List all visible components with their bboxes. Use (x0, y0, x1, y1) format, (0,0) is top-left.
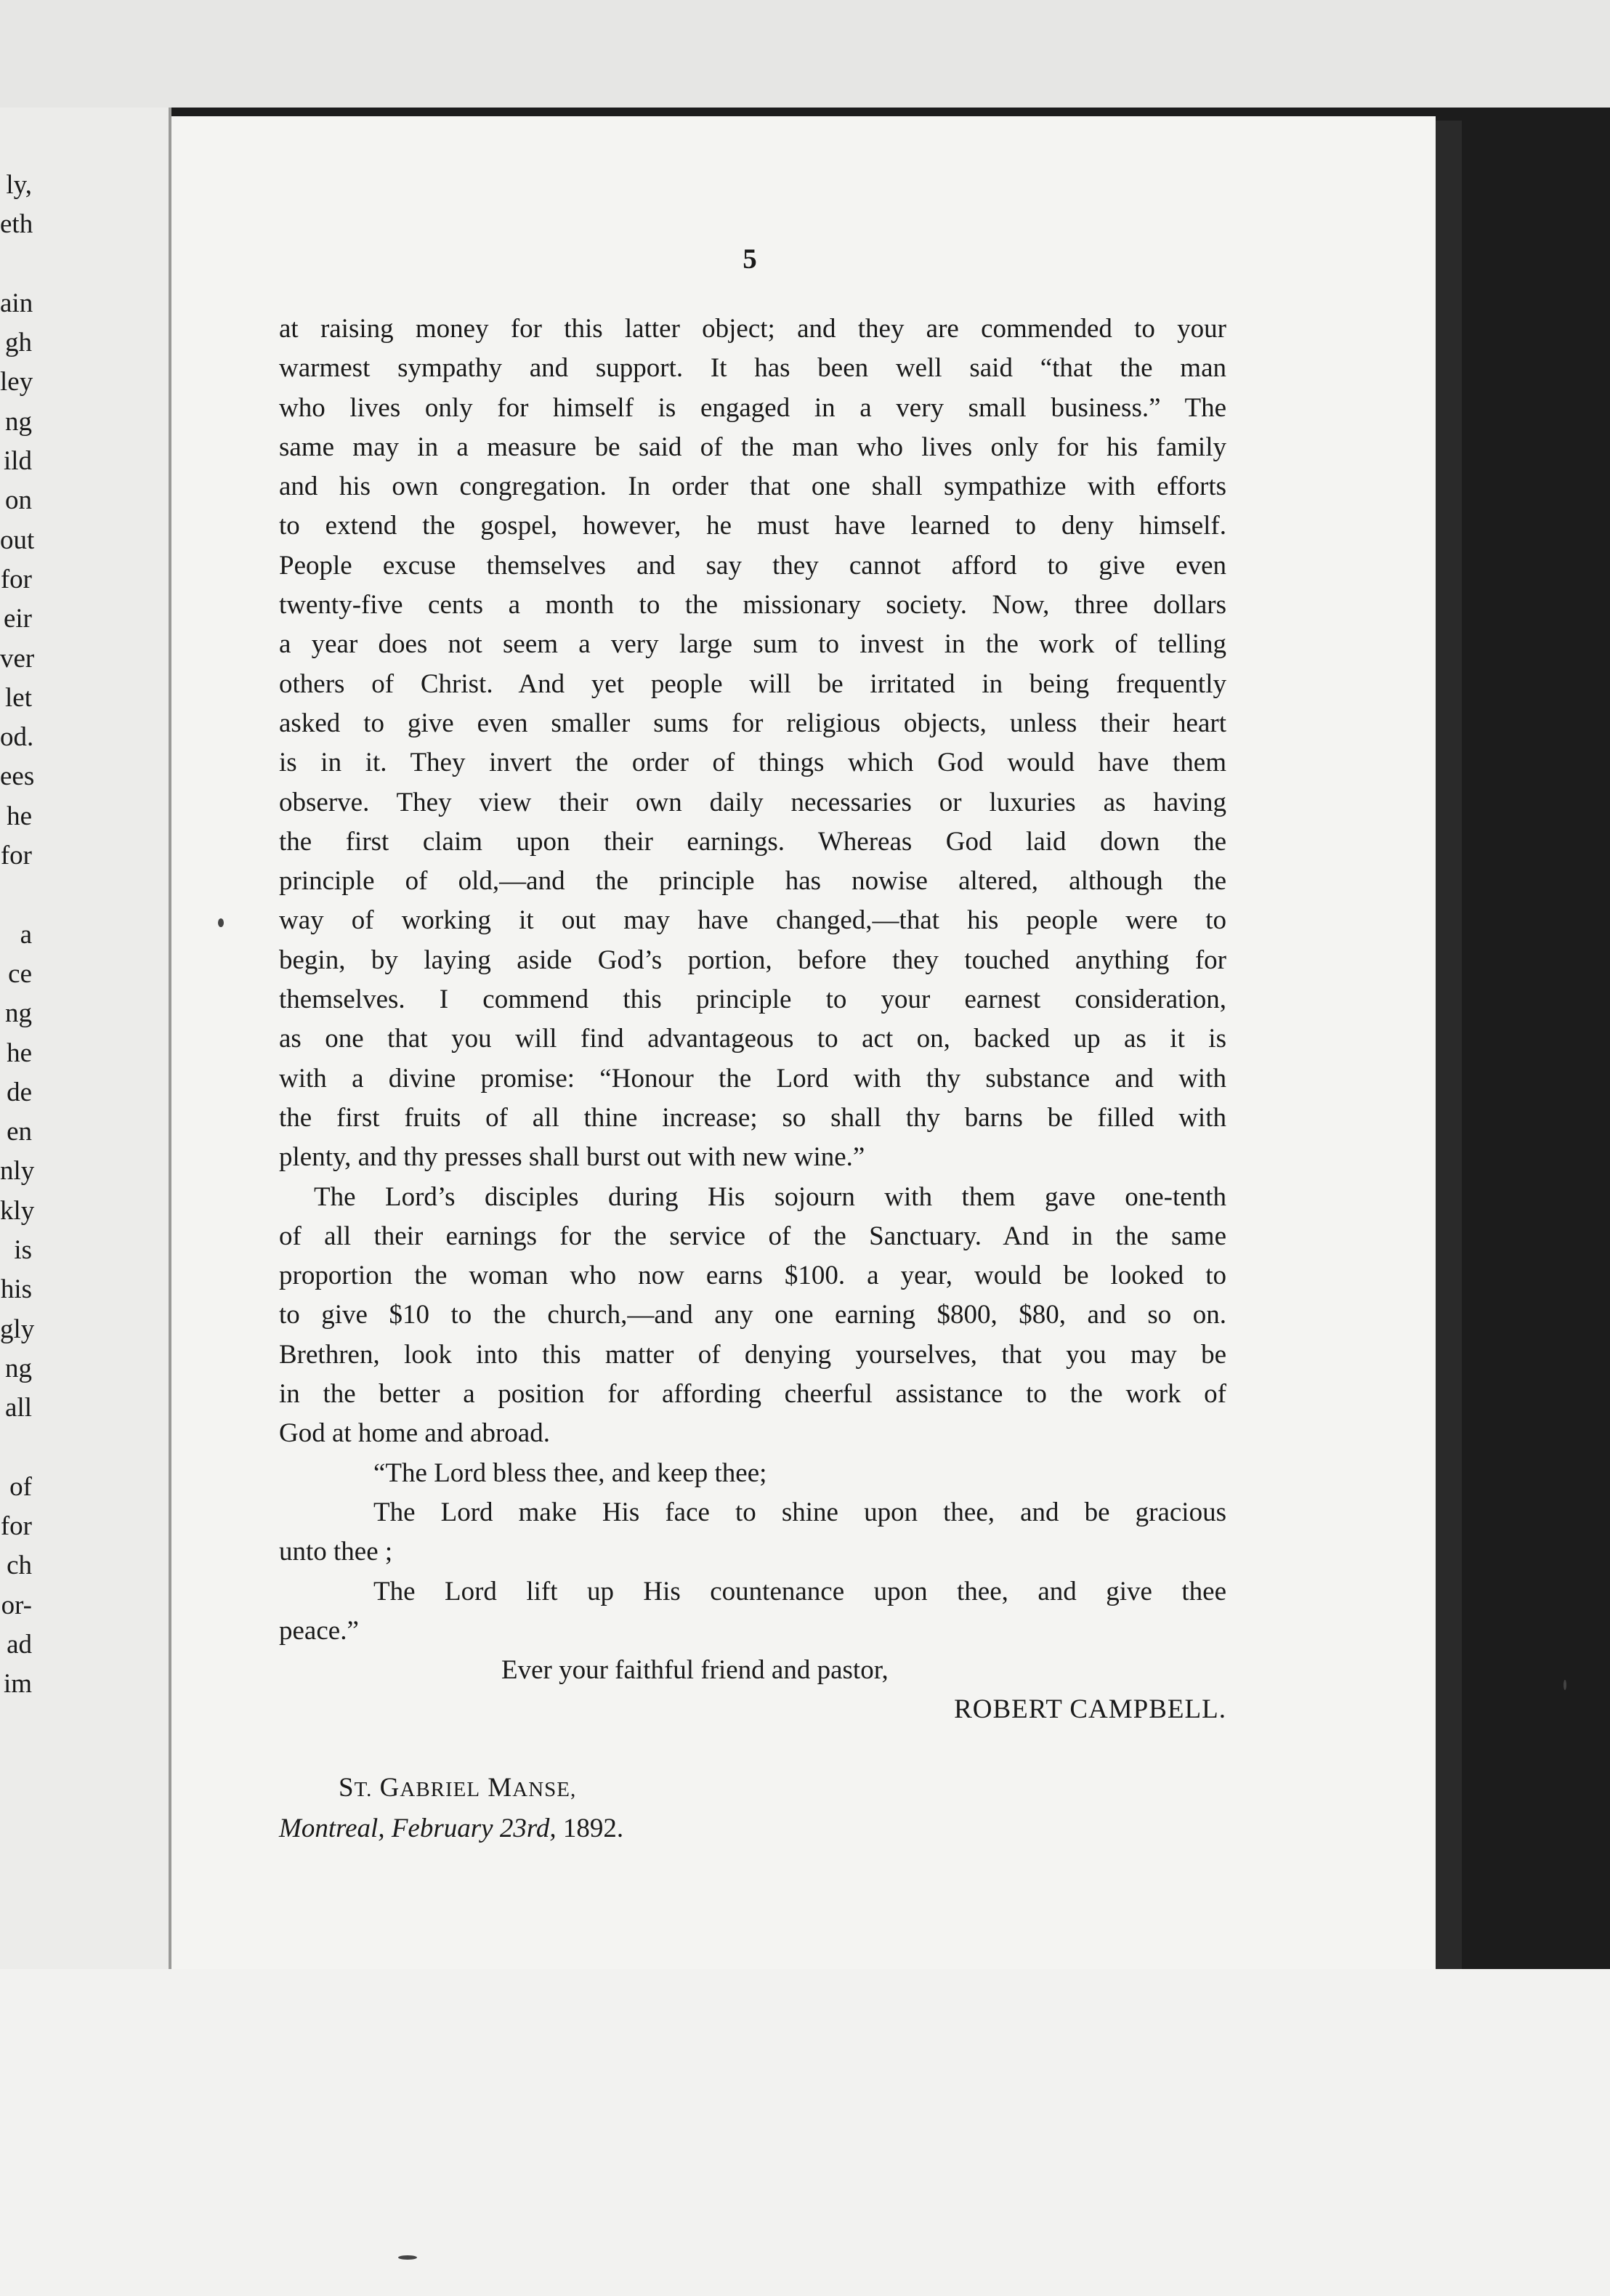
body-line: to extend the gospel, however, he must have learned to deny himself. (279, 511, 1226, 541)
body-line: twenty-five cents a month to the missionary society. Now, three dollars (279, 590, 1226, 621)
body-line: God at home and abroad. (279, 1418, 550, 1449)
manse-manse-rest: ANSE, (512, 1778, 577, 1801)
facing-page-fragment: on (5, 485, 32, 516)
body-line: The Lord’s disciples during His sojourn with them gave one-tenth (314, 1181, 1226, 1212)
scan-speck (398, 2255, 417, 2260)
manse-line (279, 1769, 933, 1809)
body-line: a year does not seem a very large sum to invest in the work of telling (279, 629, 1226, 660)
facing-page-fragment: gh (5, 328, 32, 358)
body-line: principle of old,—and the principle has nowise altered, although the (279, 866, 1226, 897)
date-year: 1892. (562, 1814, 624, 1844)
scan-bottom-border (0, 1969, 1610, 2296)
signature: ROBERT CAMPBELL. (954, 1694, 1226, 1725)
facing-page-fragment: or- (1, 1590, 32, 1620)
manse-initial-s: S (339, 1773, 355, 1803)
body-line: who lives only for himself is engaged in a very small business.” The (279, 392, 1226, 423)
body-line: others of Christ. And yet people will be irritated in being frequently (279, 668, 1226, 699)
body-line: and his own congregation. In order that one shall sympathize with efforts (279, 472, 1226, 502)
page-number: 5 (743, 243, 757, 275)
facing-page-fragment: let (5, 682, 32, 713)
body-line: themselves. I commend this principle to your earnest consideration, (279, 985, 1226, 1015)
facing-page-fragment: of (9, 1471, 32, 1502)
blessing-line: The Lord lift up His countenance upon thee, and give thee (373, 1576, 1226, 1606)
facing-page-fragment: a (20, 919, 32, 950)
facing-page-fragment: ain (0, 288, 33, 318)
body-line: the first claim upon their earnings. Whereas God laid down the (279, 826, 1226, 857)
page-edge-shadow (1436, 121, 1462, 1969)
body-line: is in it. They invert the order of things which God would have them (279, 748, 1226, 778)
facing-page-fragment: he (7, 801, 32, 831)
facing-page-fragment: ng (5, 998, 32, 1029)
facing-page-fragment: all (5, 1393, 32, 1423)
blessing-line: unto thee ; (279, 1537, 393, 1567)
facing-page-fragment: ng (5, 406, 32, 437)
body-line: with a divine promise: “Honour the Lord with thy substance and with (279, 1063, 1226, 1094)
body-line: as one that you will find advantageous to act on, backed up as it is (279, 1024, 1226, 1054)
body-line: asked to give even smaller sums for religious objects, unless their heart (279, 708, 1226, 738)
scan-speck (1564, 1680, 1566, 1690)
facing-page-fragment: out (0, 525, 35, 555)
letter-body (279, 310, 1226, 1730)
facing-page-fragment: ees (0, 761, 35, 792)
manse-initial-g: G (379, 1773, 400, 1803)
body-line: begin, by laying aside God’s portion, before they touched anything for (279, 945, 1226, 975)
facing-page-fragment: en (7, 1117, 32, 1147)
facing-page-text-fragments (0, 166, 169, 1705)
facing-page-fragment: for (0, 564, 32, 594)
body-line: way of working it out may have changed,—that his people were to (279, 905, 1226, 936)
closing-salutation: Ever your faithful friend and pastor, (501, 1655, 889, 1686)
facing-page-fragment: is (14, 1235, 32, 1266)
body-line: at raising money for this latter object; and they are commended to your (279, 314, 1226, 344)
body-line: proportion the woman who now earns $100. a year, would be looked to (279, 1261, 1226, 1291)
blessing-line: peace.” (279, 1615, 359, 1646)
facing-page-fragment (0, 245, 169, 284)
body-line: warmest sympathy and support. It has been well said “that the man (279, 353, 1226, 384)
manse-gabriel-rest: ABRIEL (400, 1778, 481, 1801)
manse-st-rest: T. (354, 1778, 373, 1801)
facing-page-fragment: ley (0, 367, 33, 397)
facing-page-fragment: ver (0, 643, 35, 674)
facing-page-fragment: eth (0, 209, 33, 240)
facing-page-fragment: de (7, 1077, 32, 1107)
body-line: Brethren, look into this matter of denying yourselves, that you may be (279, 1339, 1226, 1370)
facing-page-fragment: ch (7, 1551, 32, 1581)
facing-page-fragment: ce (8, 958, 32, 989)
body-line: in the better a position for affording cheerful assistance to the work of (279, 1379, 1226, 1410)
facing-page-fragment: he (7, 1038, 32, 1068)
blessing-line: “The Lord bless thee, and keep thee; (373, 1458, 767, 1488)
facing-page-fragment: im (3, 1669, 32, 1699)
facing-page-fragment: ild (3, 446, 32, 477)
body-line: plenty, and thy presses shall burst out with new wine.” (279, 1142, 865, 1173)
body-line: People excuse themselves and say they cannot afford to give even (279, 550, 1226, 581)
manse-initial-m: M (488, 1773, 513, 1803)
facing-page-fragment: gly (0, 1314, 35, 1344)
facing-page-fragment: od. (0, 722, 34, 753)
body-line: to give $10 to the church,—and any one earning $800, $80, and so on. (279, 1300, 1226, 1330)
address-block (279, 1769, 933, 1849)
facing-page-fragment: ad (7, 1629, 32, 1660)
body-line: the first fruits of all thine increase; so shall thy barns be filled with (279, 1102, 1226, 1133)
date-line (279, 1809, 933, 1848)
scan-speck (218, 918, 224, 927)
facing-page-fragment: ng (5, 1353, 32, 1383)
facing-page-fragment: eir (3, 604, 32, 634)
facing-page-fragment: ly, (6, 170, 32, 200)
facing-page-fragment (0, 876, 169, 915)
body-line: observe. They view their own daily necessaries or luxuries as having (279, 787, 1226, 817)
date-italic: Montreal, February 23rd, (279, 1814, 557, 1844)
body-line: of all their earnings for the service of the Sanctuary. And in the same (279, 1221, 1226, 1251)
facing-page-fragment: for (0, 841, 32, 871)
facing-page-fragment: nly (0, 1156, 35, 1187)
body-line: same may in a measure be said of the man who lives only for his family (279, 432, 1226, 462)
blessing-line: The Lord make His face to shine upon thee, and be gracious (373, 1497, 1226, 1527)
facing-page-fragment: for (0, 1511, 32, 1542)
facing-page-fragment: kly (0, 1195, 35, 1226)
facing-page-fragment: his (0, 1274, 32, 1305)
scan-top-border (0, 0, 1610, 108)
facing-page-fragment (0, 1428, 169, 1468)
